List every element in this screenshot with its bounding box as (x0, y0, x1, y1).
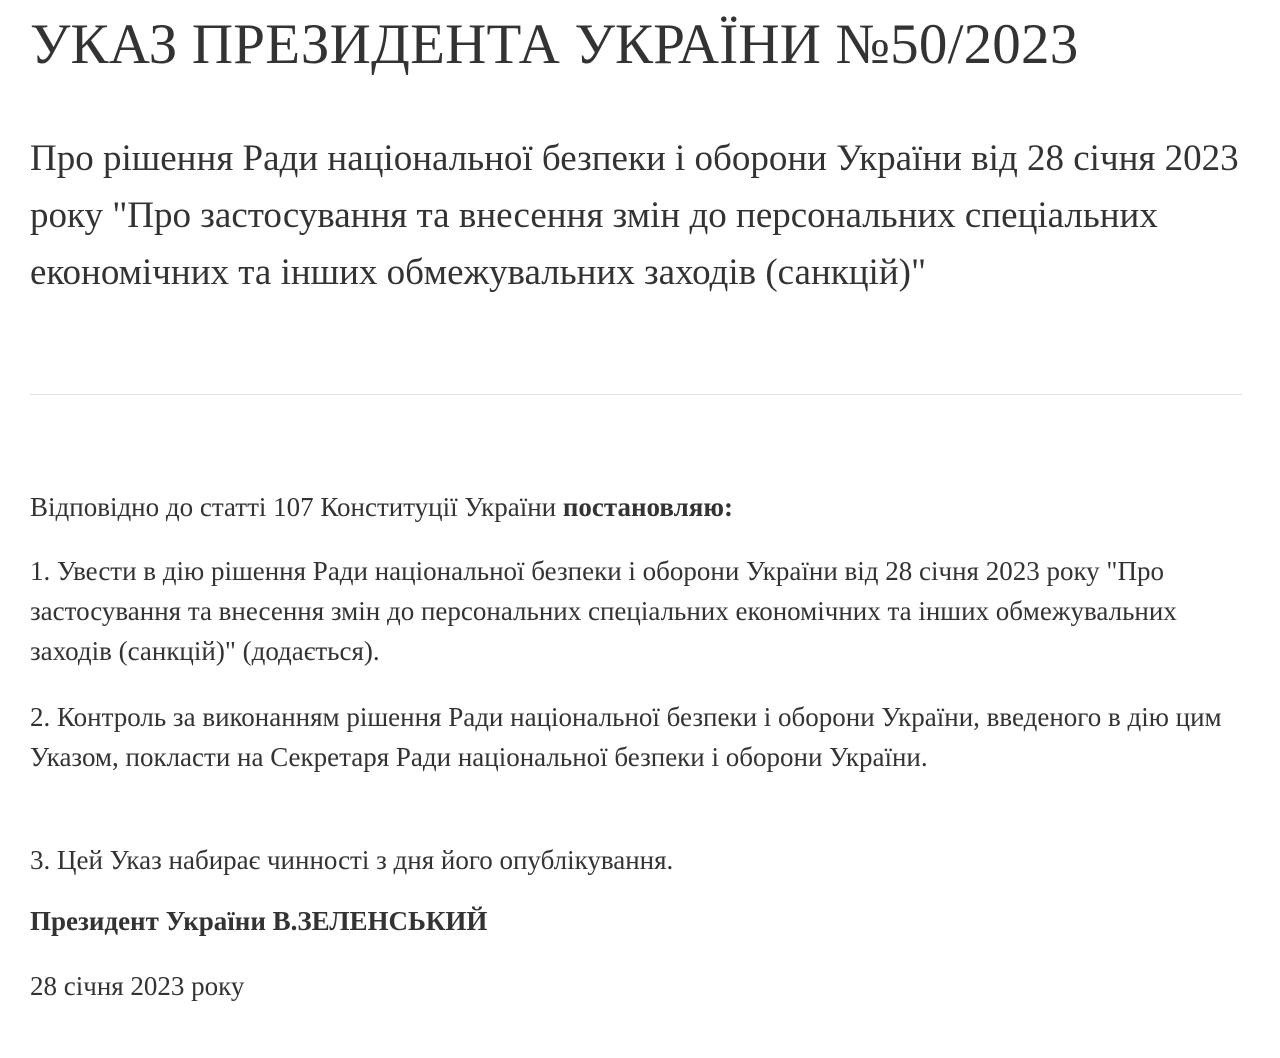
intro-bold-text: постановляю: (562, 492, 733, 522)
paragraph-3: 3. Цей Указ набирає чинності з дня його опублікування. (30, 845, 674, 875)
signature: Президент України В.ЗЕЛЕНСЬКИЙ (30, 906, 488, 936)
intro-paragraph (30, 487, 1250, 527)
paragraph-1: 1. Увести в дію рішення Ради національної безпеки і оборони України від 28 січня 2023 року "Про застосування та внесення змін до персональних спеціальних економічних та інших обмежувальних заходів (санкцій)" (додається). (30, 556, 1177, 666)
paragraph-2: 2. Контроль за виконанням рішення Ради національної безпеки і оборони України, введеного в дію цим Указом, покласти на Секретаря Ради національної безпеки і оборони України. (30, 702, 1222, 772)
divider (30, 394, 1242, 395)
page-title: УКАЗ ПРЕЗИДЕНТА УКРАЇНИ №50/2023 (30, 13, 1079, 76)
decree-subtitle: Про рішення Ради національної безпеки і оборони України від 28 січня 2023 року "Про застосування та внесення змін до персональних спеціальних економічних та інших обмежувальних заходів (санкцій)" (30, 138, 1239, 293)
intro-text: Відповідно до статті 107 Конституції України (30, 492, 563, 522)
decree-date: 28 січня 2023 року (30, 971, 245, 1001)
